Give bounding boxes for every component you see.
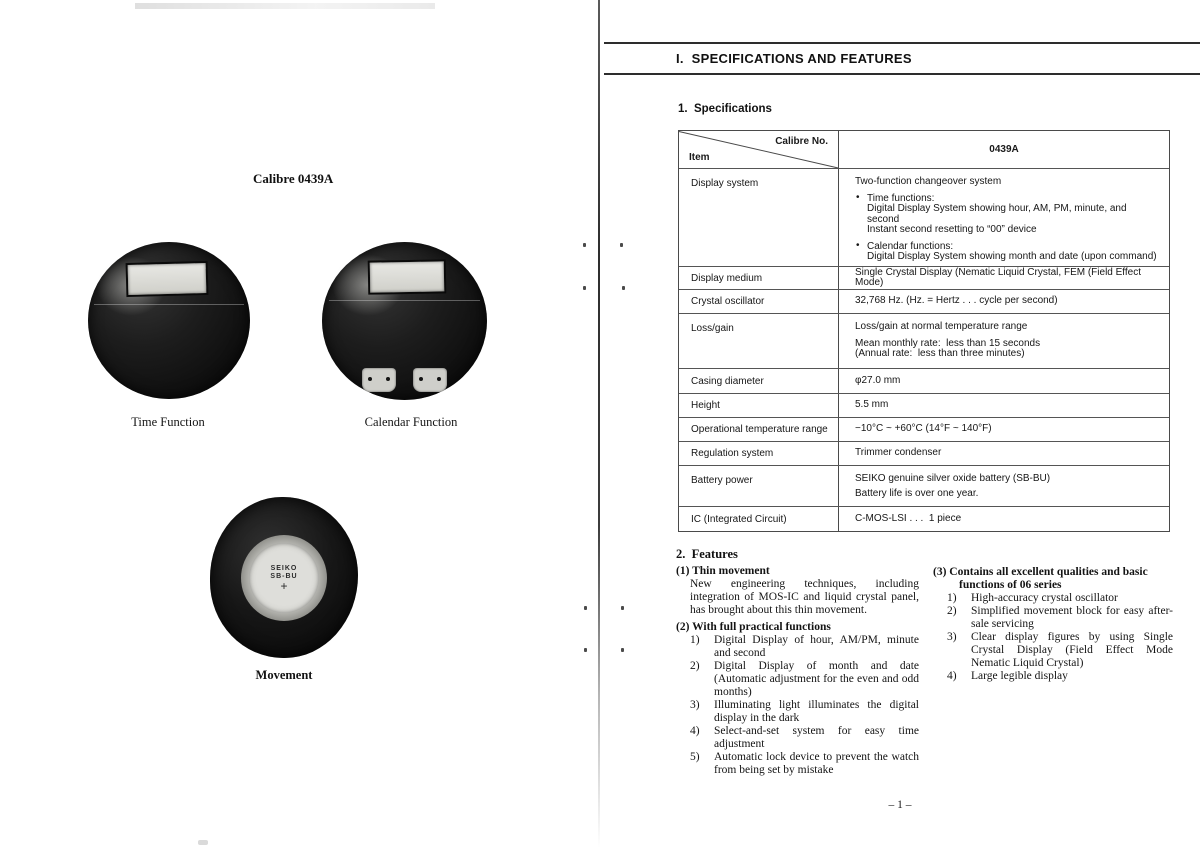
item-text: Automatic lock device to prevent the watch from being set by mistake [714,751,919,776]
row-value [839,418,1169,441]
row-value [839,466,1169,506]
item-number: 4) [690,725,700,737]
value-line: Trimmer condenser [855,447,942,459]
battery-label-line2: SB-BU [270,573,298,580]
item-text: Digital Display of month and date (Automatic adjustment for the even and odd months) [714,660,919,698]
features-heading: 2. Features [676,547,738,561]
value-line: Single Crystal Display (Nematic Liquid Crystal, FEM (Field Effect Mode) [855,266,1144,288]
calibre-number-cell: 0439A [989,144,1019,155]
feature-3-item [933,631,1173,670]
setting-lever-left [362,368,396,392]
screw-dot [386,377,390,381]
table-corner-cell [679,131,839,168]
item-number: 5) [690,751,700,763]
table-row-display-system [679,168,1169,266]
table-row-battery-power [679,465,1169,506]
feature-3-item [933,670,1173,683]
row-item-label: Battery power [679,466,839,506]
item-number: 3) [690,699,700,711]
row-item-label: Crystal oscillator [679,290,839,313]
header-rule-top [604,42,1200,44]
item-number: 1) [947,592,957,604]
item-text: Select-and-set system for easy time adjustment [714,725,919,750]
caption-movement: Movement [255,668,313,682]
item-number: 4) [947,670,957,682]
feature-2-item [676,725,919,751]
item-text: Large legible display [971,670,1068,682]
row-value [839,507,1169,531]
table-row-operational-temperature [679,417,1169,441]
battery-label-line1: SEIKO [270,565,298,572]
features-column-left [676,548,919,777]
value-line: φ27.0 mm [855,374,901,386]
item-number: 1) [690,634,700,646]
table-row-ic [679,506,1169,531]
section-title: I. SPECIFICATIONS AND FEATURES [676,51,912,66]
table-row-height [679,393,1169,417]
table-row-loss-gain [679,313,1169,368]
row-value [839,394,1169,417]
value-line: Digital Display System showing month and date (upon command) [867,251,1157,262]
corner-label-calibre: Calibre No. [775,136,828,147]
features-column-right [933,562,1173,683]
value-line: Battery life is over one year. [855,487,979,499]
lcd-display-time [128,263,207,295]
right-page [598,0,1200,851]
watch-photo-time-function [88,242,250,399]
corner-label-item: Item [689,152,710,163]
value-line: C-MOS-LSI . . . 1 piece [855,512,962,524]
value-line: SEIKO genuine silver oxide battery (SB-BU) [855,473,1051,484]
value-line: Two-function changeover system [855,176,1002,187]
feature-2-item [676,660,919,699]
item-text: Illuminating light illuminates the digital display in the dark [714,699,919,724]
specifications-table [678,130,1170,532]
calibre-title: Calibre 0439A [253,171,334,186]
caption-time-function: Time Function [131,415,205,429]
row-value [839,267,1169,289]
movement-photo [210,497,358,658]
row-item-label: Display medium [679,267,839,289]
screw-dot [419,377,423,381]
row-value [839,314,1169,368]
table-row-display-medium [679,266,1169,289]
table-row-casing-diameter [679,368,1169,393]
item-text: Simplified movement block for easy after-sale servicing [971,605,1173,630]
item-number: 2) [690,660,700,672]
watch-photo-calendar-function [322,242,487,400]
value-line: • Calendar functions: [855,242,1159,253]
row-item-label: Regulation system [679,442,839,465]
value-line: 32,768 Hz. (Hz. = Hertz . . . cycle per second) [855,295,1058,307]
caption-calendar-function: Calendar Function [364,415,458,429]
value-line: (Annual rate: less than three minutes) [855,348,1025,359]
feature-2-item [676,634,919,660]
header-rule-bottom [604,73,1200,75]
row-item-label: IC (Integrated Circuit) [679,507,839,531]
value-line: Digital Display System showing hour, AM, PM, minute, and second [867,203,1130,225]
row-item-label: Operational temperature range [679,418,839,441]
item-number: 2) [947,605,957,617]
feature-3-title: (3) Contains all excellent qualities and basic functions of 06 series [933,566,1148,591]
value-line: • Time functions: [855,194,1159,205]
left-page [0,0,598,851]
table-row-crystal-oscillator [679,289,1169,313]
screw-dot [368,377,372,381]
feature-1-body: New engineering techniques, including integration of MOS-IC and liquid crystal panel, has brought about this thin movement. [690,578,919,616]
module-seam [329,300,481,301]
page-number: – 1 – [888,799,912,811]
screw-dot [437,377,441,381]
value-line: −10°C ~ +60°C (14°F ~ 140°F) [855,423,992,435]
feature-3-item [933,592,1173,605]
module-seam [94,304,243,305]
row-item-label: Casing diameter [679,369,839,393]
feature-2-item [676,751,919,777]
feature-2-title: (2) With full practical functions [676,621,831,633]
item-text: High-accuracy crystal oscillator [971,592,1118,604]
value-line: Loss/gain at normal temperature range [855,321,1028,332]
value-line: Instant second resetting to “00” device [867,224,1037,235]
value-line: Mean monthly rate: less than 15 seconds [855,337,1041,349]
battery [249,543,319,613]
row-value [839,442,1169,465]
row-value [839,369,1169,393]
value-line: 5.5 mm [855,399,889,411]
battery-plus-mark: + [280,579,288,593]
row-item-label: Display system [679,169,839,266]
lcd-display-calendar [370,261,445,292]
row-item-label: Loss/gain [679,314,839,368]
setting-lever-right [413,368,447,392]
table-row-regulation-system [679,441,1169,465]
row-value [839,290,1169,313]
item-number: 3) [947,631,957,643]
feature-1-title: (1) Thin movement [676,565,770,577]
row-item-label: Height [679,394,839,417]
table-header-row [679,131,1169,168]
feature-3-item [933,605,1173,631]
item-text: Digital Display of hour, AM/PM, minute and second [714,634,919,659]
item-text: Clear display figures by using Single Crystal Display (Field Effect Mode Nematic Liquid Crystal) [971,631,1173,669]
feature-2-item [676,699,919,725]
row-value [839,169,1169,266]
specifications-heading: 1. Specifications [678,103,772,115]
